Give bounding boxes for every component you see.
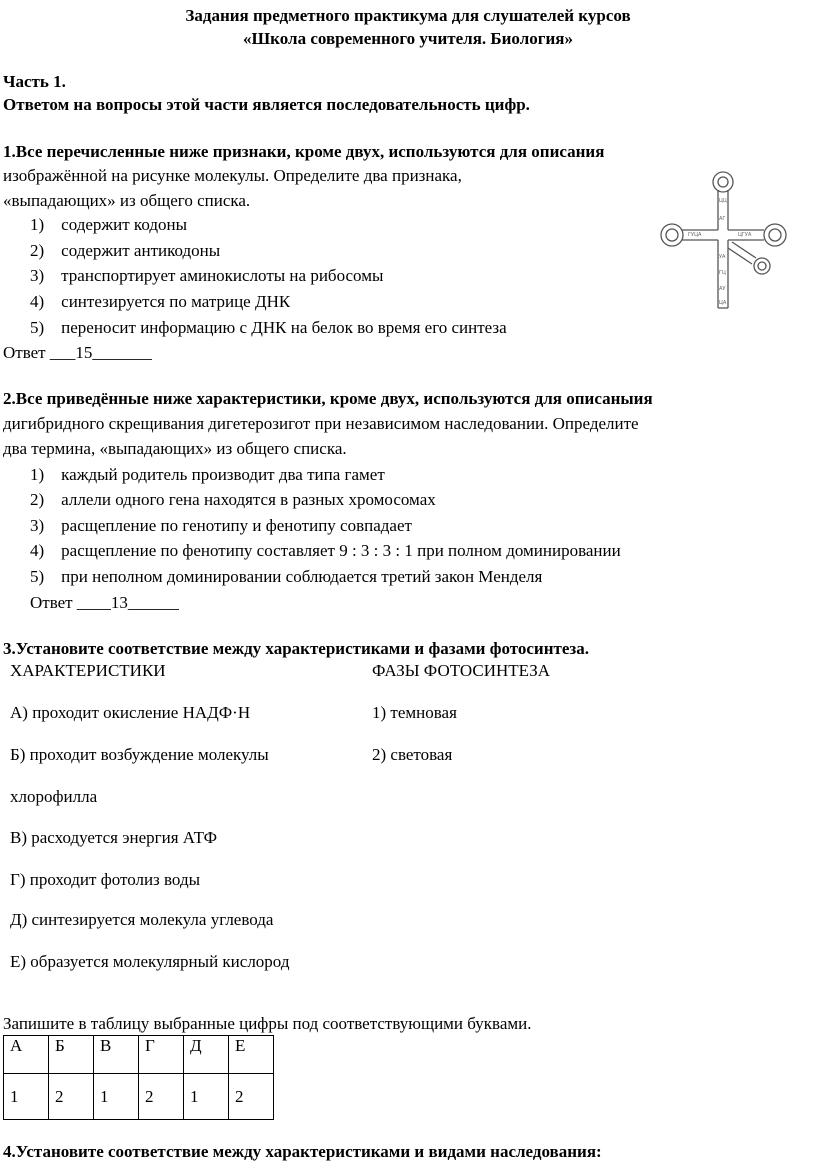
table-letter-cell: Г (139, 1036, 184, 1074)
header-line-2: «Школа современного учителя. Биология» (243, 29, 573, 48)
q1-stem: 1.Все перечисленные ниже признаки, кроме двух, используются для описания (3, 142, 605, 161)
q3-item: В) расходуется энергия АТФ (10, 828, 218, 847)
table-letter-cell: Е (229, 1036, 274, 1074)
q3-table-caption: Запишите в таблицу выбранные цифры под соответствующими буквами. (3, 1014, 532, 1033)
q3-phase: 2) световая (372, 745, 453, 764)
svg-text:АУ: АУ (719, 286, 726, 292)
q3-col-left-header: ХАРАКТЕРИСТИКИ (10, 661, 166, 680)
q3-item: Д) синтезируется молекула углевода (10, 910, 274, 929)
q1-stem-line3: «выпадающих» из общего списка. (3, 191, 251, 210)
table-letter-cell: А (4, 1036, 49, 1074)
svg-text:АГ: АГ (719, 216, 726, 222)
svg-text:ЦА: ЦА (719, 300, 727, 306)
table-letter-cell: Б (49, 1036, 94, 1074)
table-letter-cell: В (94, 1036, 139, 1074)
svg-text:ЦГУА: ЦГУА (738, 232, 752, 238)
q1-option: 5) переносит информацию с ДНК на белок во время его синтеза (30, 318, 507, 337)
q2-answer: Ответ ____13______ (30, 593, 179, 612)
q2-option: 3) расщепление по генотипу и фенотипу совпадает (30, 516, 412, 535)
q3-item: А) проходит окисление НАДФ·Н (10, 703, 251, 722)
table-value-cell: 2 (139, 1074, 184, 1120)
table-value-cell: 2 (229, 1074, 274, 1120)
q2-option: 5) при неполном доминировании соблюдается третий закон Менделя (30, 567, 543, 586)
q3-answer-table (3, 1035, 274, 1120)
q3-stem: 3.Установите соответствие между характеристиками и фазами фотосинтеза. (3, 639, 589, 658)
svg-text:ГЦ: ГЦ (719, 270, 726, 276)
q2-stem-line3: два термина, «выпадающих» из общего списка. (3, 439, 347, 458)
q1-option: 2) содержит антикодоны (30, 241, 221, 260)
q2-stem-line2: дигибридного скрещивания дигетерозигот при независимом наследовании. Определите (3, 414, 639, 433)
part-title: Часть 1. (3, 72, 66, 91)
table-value-cell: 2 (49, 1074, 94, 1120)
svg-text:ЦЦ: ЦЦ (719, 198, 727, 204)
svg-text:УА: УА (719, 254, 726, 260)
header-line-1: Задания предметного практикума для слушателей курсов (185, 6, 631, 25)
q1-option: 3) транспортирует аминокислоты на рибосомы (30, 266, 384, 285)
svg-text:ГУЦА: ГУЦА (688, 232, 702, 238)
q3-phase: 1) темновая (372, 703, 457, 722)
q3-col-right-header: ФАЗЫ ФОТОСИНТЕЗА (372, 661, 551, 680)
q4-stem: 4.Установите соответствие между характеристиками и видами наследования: (3, 1142, 602, 1161)
table-value-cell: 1 (94, 1074, 139, 1120)
q2-option: 2) аллели одного гена находятся в разных хромосомах (30, 490, 436, 509)
q3-item: Г) проходит фотолиз воды (10, 870, 201, 889)
q1-option: 1) содержит кодоны (30, 215, 188, 234)
q2-option: 4) расщепление по фенотипу составляет 9 : 3 : 3 : 1 при полном доминировании (30, 541, 621, 560)
table-value-cell: 1 (184, 1074, 229, 1120)
q1-option: 4) синтезируется по матрице ДНК (30, 292, 291, 311)
q2-stem: 2.Все приведённые ниже характеристики, кроме двух, используются для описаныия (3, 389, 653, 408)
part-subtitle: Ответом на вопросы этой части является последовательность цифр. (3, 95, 530, 114)
q1-stem-line2: изображённой на рисунке молекулы. Определите два признака, (3, 166, 462, 185)
q3-item-continued: хлорофилла (10, 787, 98, 806)
q3-item: Б) проходит возбуждение молекулы (10, 745, 269, 764)
q2-option: 1) каждый родитель производит два типа гамет (30, 465, 385, 484)
trna-molecule-figure (652, 168, 802, 318)
table-value-cell: 1 (4, 1074, 49, 1120)
q1-answer: Ответ ___15_______ (3, 343, 152, 362)
q3-item: Е) образуется молекулярный кислород (10, 952, 290, 971)
table-letter-cell: Д (184, 1036, 229, 1074)
